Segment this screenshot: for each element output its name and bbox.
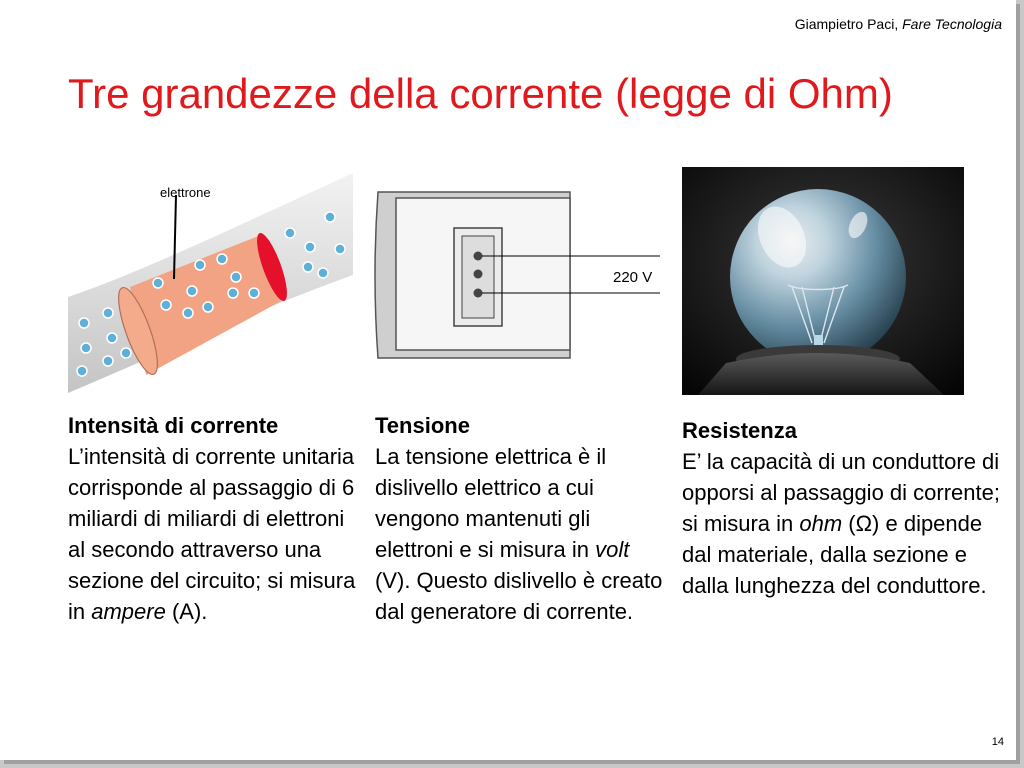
electron-label: elettrone — [160, 185, 211, 200]
electron — [187, 286, 197, 296]
electron — [103, 356, 113, 366]
voltage-label: 220 V — [613, 269, 653, 286]
column-unit: ampere — [91, 599, 166, 624]
column-unit: volt — [595, 537, 630, 562]
column-heading: Resistenza — [682, 418, 797, 443]
electron — [103, 308, 113, 318]
column-current-intensity — [68, 410, 360, 627]
electron — [285, 228, 295, 238]
column-voltage — [375, 410, 667, 627]
electron — [77, 366, 87, 376]
electron — [79, 318, 89, 328]
header-author: Giampietro Paci, — [794, 16, 899, 32]
column-unit: ohm — [799, 511, 843, 536]
electron — [107, 333, 117, 343]
electron — [249, 288, 259, 298]
socket-illustration — [370, 186, 665, 366]
slide-header — [795, 16, 1002, 32]
socket-hole — [474, 289, 483, 298]
electron — [81, 343, 91, 353]
electron — [305, 242, 315, 252]
header-book: Fare Tecnologia — [902, 16, 1002, 32]
electron — [203, 302, 213, 312]
column-heading: Tensione — [375, 413, 470, 438]
electron — [231, 272, 241, 282]
column-text-end: (Ω) e dipende dal materiale, dalla sezione e dalla lunghezza del conduttore. — [682, 511, 987, 598]
column-text: L’intensità di corrente unitaria corrisponde al passaggio di 6 miliardi di miliardi di elettroni al secondo attraverso una sezione del circuito; si misura in — [68, 444, 356, 624]
column-heading: Intensità di corrente — [68, 413, 279, 438]
electron — [325, 212, 335, 222]
wire-illustration — [68, 165, 353, 395]
electron — [303, 262, 313, 272]
electron — [195, 260, 205, 270]
column-resistance — [682, 415, 1002, 601]
electron — [318, 268, 328, 278]
column-text: La tensione elettrica è il dislivello elettrico a cui vengono mantenuti gli elettroni e si misura in — [375, 444, 607, 562]
electron — [121, 348, 131, 358]
electron — [217, 254, 227, 264]
socket-hole — [474, 252, 483, 261]
column-text-end: (A). — [165, 599, 208, 624]
page-number: 14 — [991, 736, 1004, 748]
slide-title: Tre grandezze della corrente (legge di Ohm) — [68, 70, 893, 117]
electron — [183, 308, 193, 318]
electron — [228, 288, 238, 298]
electron — [161, 300, 171, 310]
electron — [153, 278, 163, 288]
column-text: E’ la capacità di un conduttore di opporsi al passaggio di corrente; si misura in — [682, 449, 1000, 536]
column-text-end: (V). Questo dislivello è creato dal generatore di corrente. — [375, 568, 663, 624]
electron — [335, 244, 345, 254]
bulb-photo — [682, 167, 964, 395]
socket-hole — [474, 270, 483, 279]
